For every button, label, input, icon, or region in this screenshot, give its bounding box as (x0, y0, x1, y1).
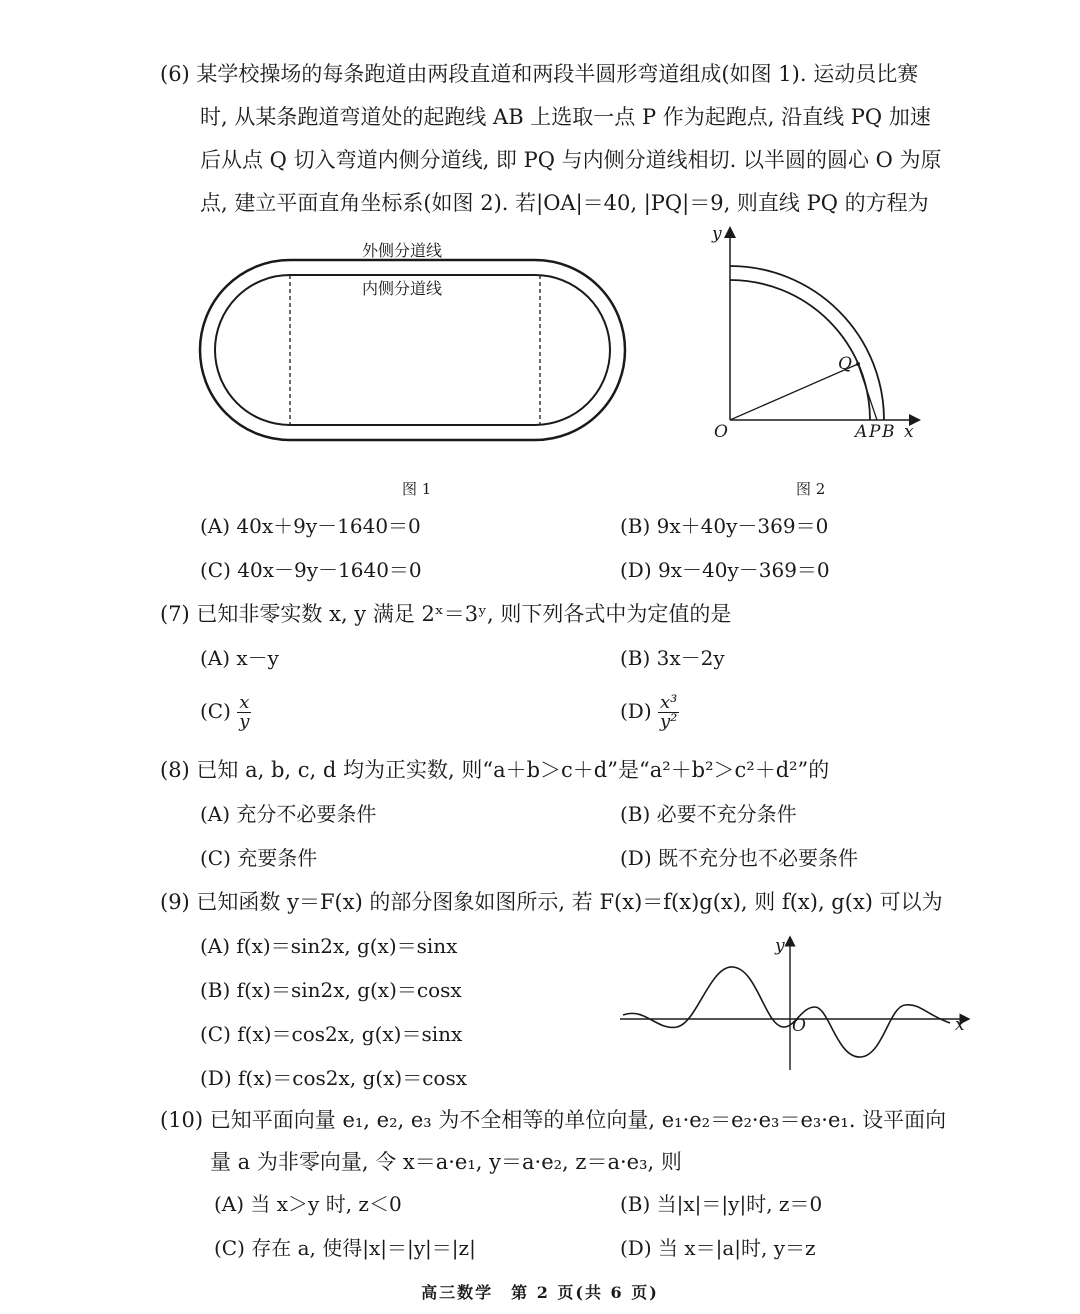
q7-d-denominator: y² (659, 711, 678, 732)
q7-c-numerator: x (239, 692, 250, 713)
q9-function-graph (615, 935, 975, 1075)
fig2-origin-label: O (714, 422, 728, 442)
segment-PQ (858, 364, 877, 420)
q6-option-b: (B) 9x＋40y－369＝0 (620, 514, 829, 538)
figure-2-coordinates (700, 222, 930, 452)
q10-line-2: 量 a 为非零向量, 令 x＝a·e₁, y＝a·e₂, z＝a·e₃, 则 (210, 1150, 682, 1174)
inner-lane-label: 内侧分道线 (362, 279, 443, 298)
q10-option-d: (D) 当 x＝|a|时, y＝z (620, 1236, 816, 1260)
figure-1-caption: 图 1 (402, 480, 432, 498)
inner-arc (730, 280, 870, 420)
q10-option-c: (C) 存在 a, 使得|x|＝|y|＝|z| (214, 1236, 476, 1260)
q9-stem: (9) 已知函数 y＝F(x) 的部分图象如图所示, 若 F(x)＝f(x)g(x), 则 f(x), g(x) 可以为 (160, 890, 943, 914)
page-footer: 高三数学 第 2 页(共 6 页) (421, 1283, 659, 1302)
q6-line-3: 后从点 Q 切入弯道内侧分道线, 即 PQ 与内侧分道线相切. 以半圆的圆心 O 为原 (200, 148, 942, 172)
q9-y-label: y (775, 936, 785, 956)
q7-d-numerator: x³ (660, 692, 678, 713)
q6-option-a: (A) 40x＋9y－1640＝0 (200, 514, 421, 538)
q7-option-b: (B) 3x－2y (620, 646, 725, 670)
fig2-A-label: A (855, 422, 868, 442)
q7-stem: (7) 已知非零实数 x, y 满足 2ˣ＝3ʸ, 则下列各式中为定值的是 (160, 602, 732, 626)
q6-option-c: (C) 40x－9y－1640＝0 (200, 558, 422, 582)
q8-option-c: (C) 充要条件 (200, 846, 318, 870)
q9-option-d: (D) f(x)＝cos2x, g(x)＝cosx (200, 1066, 467, 1090)
q9-x-label: x (955, 1015, 965, 1035)
q7-option-a: (A) x－y (200, 646, 279, 670)
q7-option-d (620, 694, 679, 731)
point-Q (856, 362, 860, 366)
q8-option-b: (B) 必要不充分条件 (620, 802, 797, 826)
q9-curve (623, 967, 950, 1057)
fig2-P-label: P (869, 422, 881, 442)
q7-option-c-fraction (237, 694, 251, 731)
figure-1-track (190, 230, 650, 460)
q9-option-a: (A) f(x)＝sin2x, g(x)＝sinx (200, 934, 458, 958)
q8-option-d: (D) 既不充分也不必要条件 (620, 846, 858, 870)
q6-line-1: (6) 某学校操场的每条跑道由两段直道和两段半圆形弯道组成(如图 1). 运动员比赛 (160, 62, 919, 86)
q7-option-d-fraction (658, 694, 679, 731)
q8-option-a: (A) 充分不必要条件 (200, 802, 377, 826)
q10-option-a: (A) 当 x＞y 时, z＜0 (214, 1192, 402, 1216)
fig2-x-label: x (904, 422, 914, 442)
outer-arc (730, 266, 884, 420)
q10-line-1: (10) 已知平面向量 e₁, e₂, e₃ 为不全相等的单位向量, e₁·e₂＝e₂·e₃＝e₃·e₁. 设平面向 (160, 1108, 947, 1132)
q7-option-c-label: (C) (200, 699, 231, 723)
fig2-Q-label: Q (838, 354, 852, 374)
q6-line-4: 点, 建立平面直角坐标系(如图 2). 若|OA|＝40, |PQ|＝9, 则直线 PQ 的方程为 (200, 191, 929, 215)
q9-option-c: (C) f(x)＝cos2x, g(x)＝sinx (200, 1022, 463, 1046)
q10-option-b: (B) 当|x|＝|y|时, z＝0 (620, 1192, 823, 1216)
q9-option-b: (B) f(x)＝sin2x, g(x)＝cosx (200, 978, 462, 1002)
q7-option-c (200, 694, 251, 731)
q6-option-d: (D) 9x－40y－369＝0 (620, 558, 830, 582)
fig2-B-label: B (882, 422, 895, 442)
q6-line-2: 时, 从某条跑道弯道处的起跑线 AB 上选取一点 P 作为起跑点, 沿直线 PQ 加速 (200, 105, 931, 129)
q8-stem: (8) 已知 a, b, c, d 均为正实数, 则“a＋b＞c＋d”是“a²＋b²＞c²＋d²”的 (160, 758, 830, 782)
q7-c-denominator: y (239, 711, 250, 732)
q9-origin-label: O (792, 1016, 806, 1036)
figure-2-caption: 图 2 (796, 480, 826, 498)
fig2-y-label: y (712, 224, 722, 244)
outer-lane-label: 外侧分道线 (362, 241, 443, 260)
q7-option-d-label: (D) (620, 699, 652, 723)
